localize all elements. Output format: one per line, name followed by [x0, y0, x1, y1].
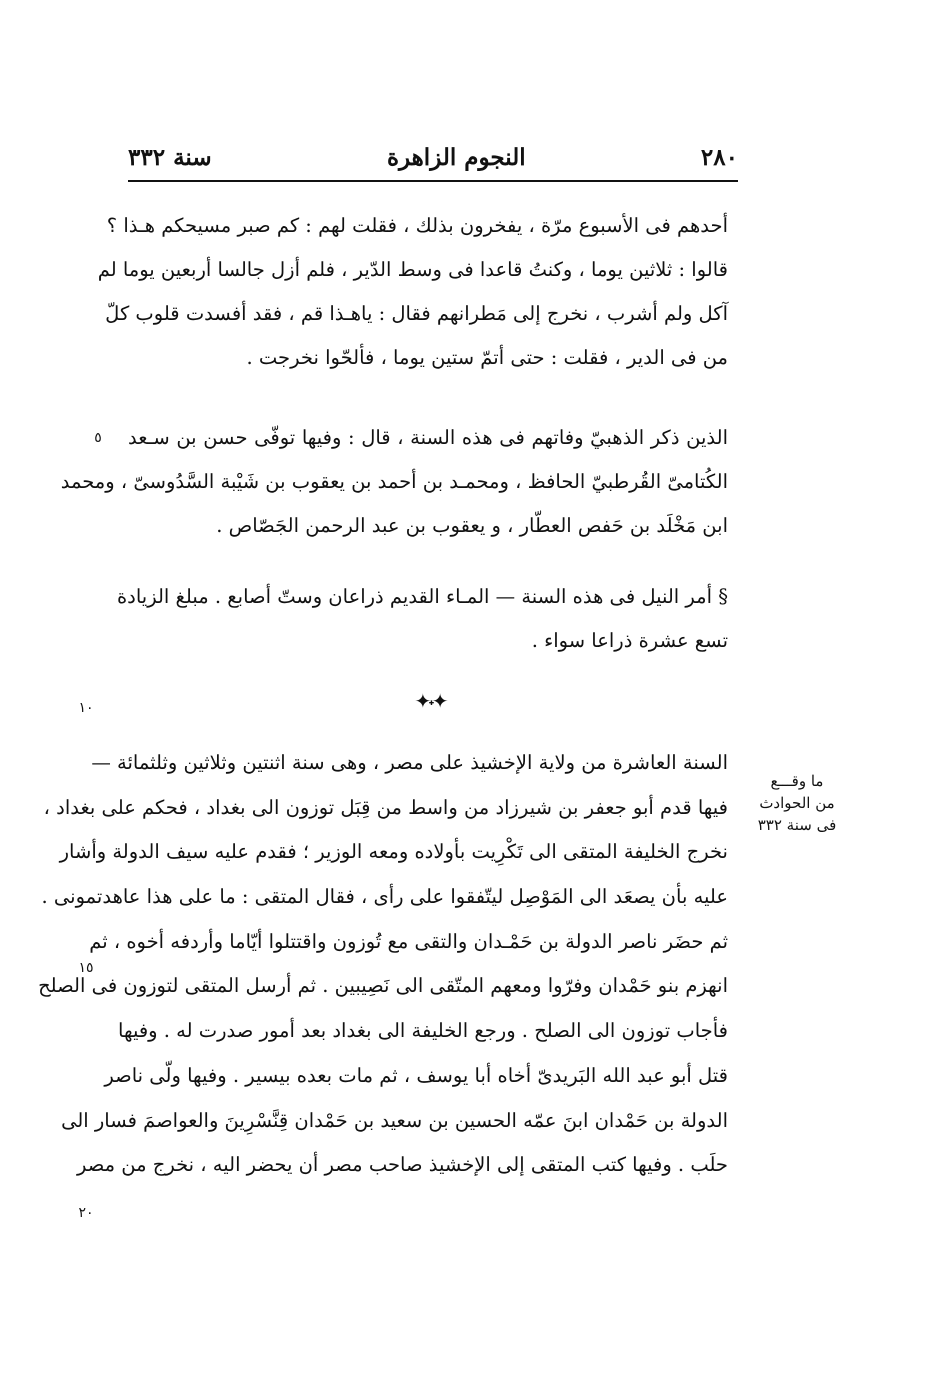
- line-number: ٥: [94, 430, 102, 446]
- text-line: حلَب . وفيها كتب المتقى إلى الإخشيذ صاحب مصر أن يحضر اليه ، نخرج من مصر: [76, 1153, 728, 1177]
- text-line: من فى الدير ، فقلت : حتى أتمّ ستين يوما ، فألحّوا نخرجت .: [246, 346, 728, 369]
- margin-note-line: ما وقـــع: [770, 772, 824, 790]
- margin-note-line: من الحوادث: [759, 794, 835, 812]
- paragraph-1: [97, 204, 728, 380]
- text-line: نخرج الخليفة المتقى الى تَكْرِيت بأولاده ومعه الوزير ؛ فقدم عليه سيف الدولة وأشار: [59, 840, 728, 864]
- margin-note-line: فى سنة ٣٣٢: [757, 816, 837, 834]
- year-heading: سنة ٣٣٢: [128, 143, 212, 171]
- text-line: عليه بأن يصعَد الى المَوْصِل ليتّفقوا على رأى ، فقال المتقى : ما على هذا عاهدتمونى .: [41, 885, 728, 909]
- margin-note: [742, 770, 852, 836]
- text-line: الدولة بن حَمْدان ابنَ عمّه الحسين بن سعيد بن حَمْدان قِنَّسْرِينَ والعواصمَ فسار الى: [61, 1108, 728, 1132]
- text-line: فأجاب توزون الى الصلح . ورجع الخليفة الى بغداد بعد أمور صدرت له . وفيها: [118, 1019, 728, 1043]
- text-line: انهزم بنو حَمْدان وفرّوا ومعهم المتّقى الى نَصِيبين . ثم أرسل المتقى لتوزون فى الصلح: [38, 974, 728, 998]
- page-number: ٢٨٠: [700, 143, 738, 171]
- text-line: أحدهم فى الأسبوع مرّة ، يفخرون بذلك ، فقلت لهم : كم صبر مسيحكم هـذا ؟: [106, 214, 728, 237]
- header-rule: [128, 180, 738, 182]
- text-line: الذين ذكر الذهبيّ وفاتهم فى هذه السنة ، قال : وفيها توفّى حسن بن سـعد: [128, 426, 728, 449]
- text-line: تسع عشرة ذراعا سواء .: [531, 629, 728, 652]
- text-line: قالوا : ثلاثين يوما ، وكنتُ قاعدا فى وسط الدّير ، فلم أزل جالسا أربعين يوما لم: [97, 258, 728, 281]
- line-number: ١٠: [78, 700, 94, 716]
- paragraph-deaths: [60, 416, 728, 548]
- book-title: النجوم الزاهرة: [386, 143, 526, 171]
- section-ornament: ✦˖✦: [414, 689, 446, 713]
- text-line: فيها قدم أبو جعفر بن شيرزاد من واسط من قِبَل توزون الى بغداد ، فحكم على بغداد ،: [43, 795, 728, 819]
- text-line: § أمر النيل فى هذه السنة — المـاء القديم ذراعان وستّ أصابع . مبلغ الزيادة: [116, 585, 728, 608]
- text-line: ثم حضَر ناصر الدولة بن حَمْـدان والتقى مع تُوزون واقتتلوا أيّاما وأردفه أخوه ، ثم: [89, 929, 728, 953]
- text-line: الكُتامىّ القُرطبيّ الحافظ ، ومحمـد بن أحمد بن يعقوب بن شَيْبة السَّدُوسىّ ، ومحمد: [60, 470, 728, 493]
- text-line: ابن مَخْلَد بن حَفص العطّار ، و يعقوب بن عبد الرحمن الجَصّاص .: [216, 514, 728, 537]
- text-line: آكل ولم أشرب ، نخرج إلى مَطرانهم فقال : ياهـذا قم ، فقد أفسدت قلوب كلّ: [105, 302, 728, 325]
- line-number: ١٥: [78, 960, 94, 976]
- line-number: ٢٠: [78, 1205, 94, 1221]
- text-line: قتل أبو عبد الله البَريدىّ أخاه أبا يوسف ، ثم مات بعده بيسير . وفيها ولّى ناصر: [104, 1063, 728, 1087]
- page-header: [128, 140, 738, 174]
- paragraph-nile: [116, 575, 728, 663]
- text-line: السنة العاشرة من ولاية الإخشيذ على مصر ، وهى سنة اثنتين وثلاثين وثلثمائة —: [91, 751, 728, 774]
